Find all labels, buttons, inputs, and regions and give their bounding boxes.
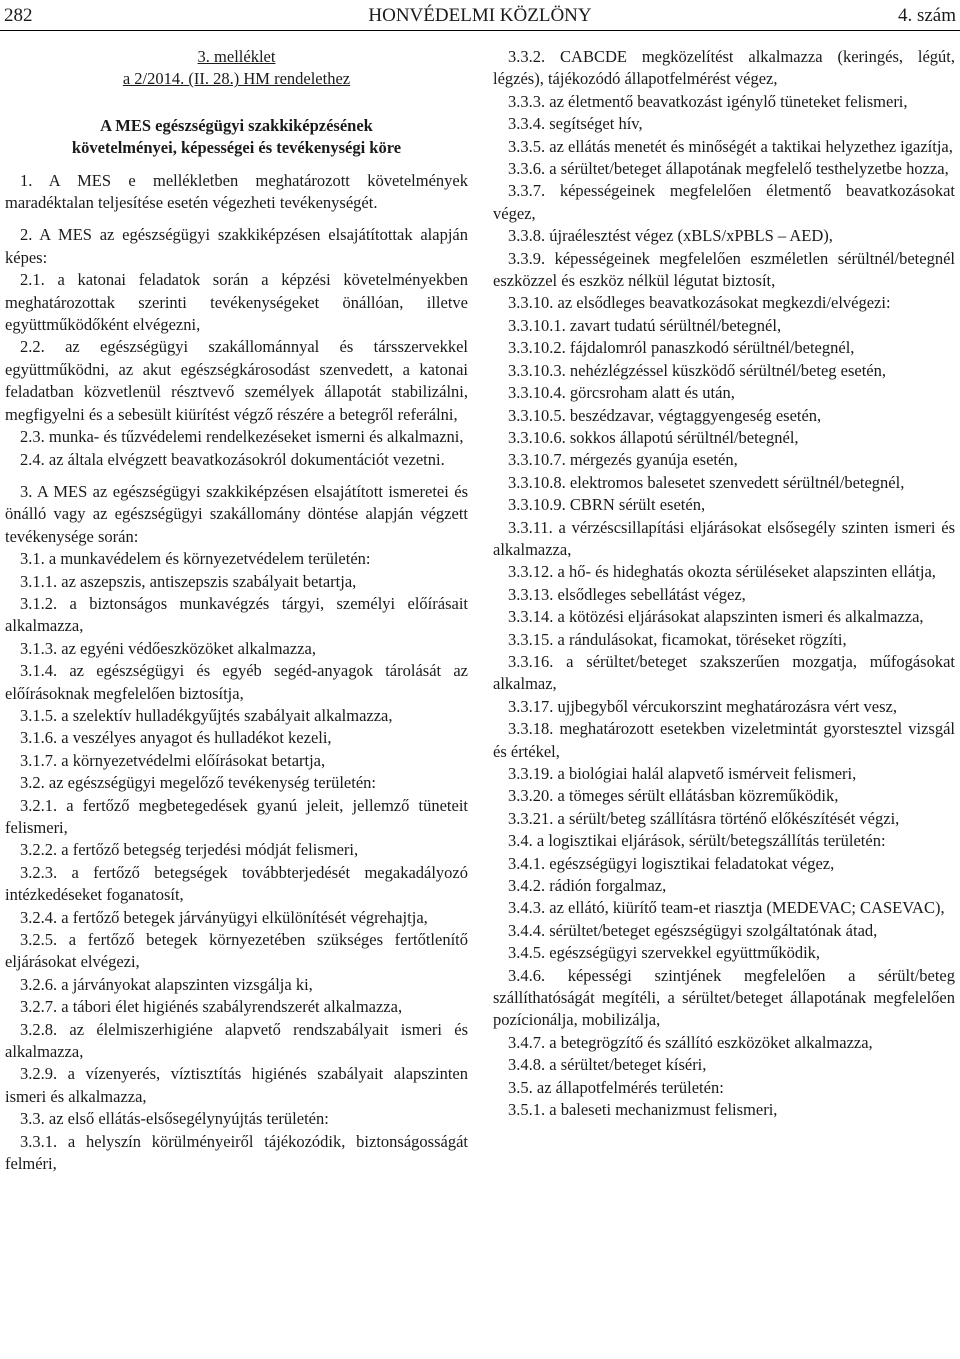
paragraph: 3.3.19. a biológiai halál alapvető ismérveit felismeri, [508,764,857,783]
paragraph: 3.1.1. az aszepszis, antiszepszis szabályait betartja, [20,571,357,591]
paragraph: 3.5.1. a baleseti mechanizmust felismeri, [508,1100,778,1120]
left-paragraphs [5,170,468,1176]
paragraph: 3.2.3. a fertőző betegségek továbbterjedését megakadályozó intézkedéseket foganatosít, [5,862,468,905]
paragraph: 3.4.5. egészségügyi szervekkel együttműködik, [508,943,821,963]
paragraph: 3.5. az állapotfelmérés területén: [508,1077,724,1097]
paragraph: 2.2. az egészségügyi szakállománnyal és társszervekkel együttműködni, az akut egészségkárosodást szenvedett, a katonai feladatban közvetlenül résztvevő személyek állapotát stabilizálni, megfigyelni és a sebesült kiürítést végző részére a betegről referálni, [5,337,468,424]
paragraph: 3.3.10. az elsődleges beavatkozásokat megkezdi/elvégezi: [508,293,891,313]
paragraph: 3.3.10.1. zavart tudatú sérültnél/betegnél, [508,315,782,335]
paragraph: 3.3.5. az ellátás menetét és minőségét a taktikai helyzethez igazítja, [508,136,953,156]
annex-title-line2: követelményei, képességei és tevékenységi köre [71,138,402,158]
paragraph: 3.2. az egészségügyi megelőző tevékenység területén: [20,773,376,793]
paragraph: 3.3.10.8. elektromos balesetet szenvedett sérültnél/betegnél, [508,472,905,492]
paragraph: 3.3.6. a sérültet/beteget állapotának megfelelő testhelyzetbe hozza, [508,159,949,179]
paragraph: 3.2.9. a vízenyerés, víztisztítás higiénés szabályait alapszinten ismeri és alkalmazza, [5,1064,468,1106]
paragraph: 2.4. az általa elvégzett beavatkozásokról dokumentációt vezetni. [20,449,445,469]
page-header [0,0,960,31]
annex-label: 3. melléklet [197,47,276,66]
paragraph: 3.4.4. sérültet/beteget egészségügyi szolgáltatónak átad, [508,920,878,940]
paragraph: 3.4.2. rádión forgalmaz, [508,876,667,896]
paragraph: 3.3.10.9. CBRN sérült esetén, [508,495,706,515]
paragraph: 3.1.2. a biztonságos munkavégzés tárgyi, személyi előírásait alkalmazza, [5,593,468,636]
paragraph: 3.3.10.5. beszédzavar, végtaggyengeség esetén, [508,405,822,425]
paragraph: 3.4. a logisztikai eljárások, sérült/betegszállítás területén: [508,831,886,851]
paragraph: 3.1.5. a szelektív hulladékgyűjtés szabályait alkalmazza, [20,705,393,725]
paragraph: 3.3.11. a vérzéscsillapítási eljárásokat elsősegély szinten ismeri és alkalmazza, [493,517,955,559]
paragraph: 3.2.2. a fertőző betegség terjedési módját felismeri, [20,840,359,860]
paragraph: 3.1.4. az egészségügyi és egyéb segéd-anyagok tárolását az előírásoknak megfelelően biztosítja, [5,661,468,703]
paragraph: 3.4.6. képességi szintjének megfelelően a sérült/beteg szállíthatóságát megítéli, a sérültet/beteget állapotának megfelelően pozícionálja, mobilizálja, [493,965,955,1030]
left-column [5,46,468,1176]
paragraph: 2.3. munka- és tűzvédelemi rendelkezéseket ismerni és alkalmazni, [20,427,464,447]
paragraph: 3.3.2. CABCDE megközelítést alkalmazza (keringés, légút, légzés), tájékozódó állapotfelmérést végez, [493,47,955,89]
paragraph: 3.3.18. meghatározott esetekben vizeletmintát gyorstesztel vizsgál és értékel, [493,719,955,761]
paragraph: 3.3.10.7. mérgezés gyanúja esetén, [508,450,738,470]
annex-reference: a 2/2014. (II. 28.) HM rendelethez [122,69,351,89]
paragraph: 3.2.8. az élelmiszerhigiéne alapvető rendszabályait ismeri és alkalmazza, [5,1019,468,1062]
right-paragraphs [493,46,955,1122]
journal-title: HONVÉDELMI KÖZLÖNY [368,5,592,26]
paragraph: 3.4.8. a sérültet/beteget kíséri, [508,1055,707,1075]
paragraph: 3.3.10.2. fájdalomról panaszkodó sérültnél/betegnél, [508,338,855,358]
paragraph: 3.3.21. a sérült/beteg szállításra történő előkészítését végzi, [508,808,900,828]
page-number: 282 [4,5,33,26]
paragraph: 3.3.10.4. görcsroham alatt és után, [508,383,735,403]
paragraph: 3.1.3. az egyéni védőeszközöket alkalmazza, [20,638,316,658]
paragraph: 2.1. a katonai feladatok során a képzési követelményekben meghatározottak szerinti tevékenységeket önállóan, illetve együttműködőként elvégezni, [5,270,468,335]
paragraph: 3.1. a munkavédelem és környezetvédelem területén: [20,549,371,569]
annex-title-line1: A MES egészségügyi szakkiképzésének [100,115,373,135]
paragraph: 3.4.7. a betegrögzítő és szállító eszközöket alkalmazza, [508,1032,873,1052]
paragraph: 3.3.13. elsődleges sebellátást végez, [508,584,746,604]
paragraph: 3.2.5. a fertőző betegek környezetében szükséges fertőtlenítő eljárásokat elvégezi, [5,930,468,972]
issue-number: 4. szám [897,5,956,26]
paragraph: 3.3.15. a rándulásokat, ficamokat, töréseket rögzíti, [508,629,847,649]
paragraph: 3.3.9. képességeinek megfelelően eszméletlen sérültnél/betegnél eszközzel és eszköz nélkül légutat biztosít, [493,248,955,291]
paragraph: 3.1.6. a veszélyes anyagot és hulladékot kezeli, [20,728,332,748]
paragraph: 3.4.1. egészségügyi logisztikai feladatokat végez, [508,853,835,873]
paragraph: 3.3.8. újraélesztést végez (xBLS/xPBLS – AED), [508,226,833,246]
right-column [493,46,955,1122]
paragraph: 3.3.16. a sérültet/beteget szakszerűen mozgatja, műfogásokat alkalmaz, [493,651,955,694]
paragraph: 3.2.6. a járványokat alapszinten vizsgálja ki, [20,974,313,994]
paragraph: 3.3.1. a helyszín körülményeiről tájékozódik, biztonságosságát felméri, [5,1131,468,1174]
paragraph: 3.3.17. ujjbegyből vércukorszint meghatározásra vért vesz, [508,696,897,716]
paragraph: 3.3.10.6. sokkos állapotú sérültnél/betegnél, [508,427,799,447]
paragraph: 3.2.7. a tábori élet higiénés szabályrendszerét alkalmazza, [20,997,403,1017]
paragraph: 3.3.7. képességeinek megfelelően életmentő beavatkozásokat végez, [493,181,955,223]
paragraph: 3.3.14. a kötözési eljárásokat alapszinten ismeri és alkalmazza, [508,607,924,627]
paragraph: 2. A MES az egészségügyi szakkiképzésen elsajátítottak alapján képes: [5,225,468,267]
paragraph: 3.4.3. az ellátó, kiürítő team-et riasztja (MEDEVAC; CASEVAC), [508,898,945,918]
paragraph: 1. A MES e mellékletben meghatározott követelmények maradéktalan teljesítése esetén végezheti tevékenységét. [5,170,468,213]
paragraph: 3.3. az első ellátás-elsősegélynyújtás területén: [20,1109,329,1129]
paragraph: 3. A MES az egészségügyi szakkiképzésen elsajátított ismeretei és önálló vagy az egészségügyi szakállomány döntése alapján végzett tevékenysége során: [5,481,468,546]
paragraph: 3.3.10.3. nehézlégzéssel küszködő sérültnél/beteg esetén, [508,360,887,380]
paragraph: 3.3.4. segítséget hív, [508,114,643,134]
paragraph: 3.2.1. a fertőző megbetegedések gyanú jeleit, jellemző tüneteit felismeri, [5,795,468,837]
paragraph: 3.1.7. a környezetvédelmi előírásokat betartja, [20,750,326,770]
paragraph: 3.3.12. a hő- és hideghatás okozta sérüléseket alapszinten ellátja, [508,562,936,582]
paragraph: 3.3.20. a tömeges sérült ellátásban közreműködik, [508,786,839,806]
paragraph: 3.2.4. a fertőző betegek járványügyi elkülönítését végrehajtja, [20,907,428,927]
paragraph: 3.3.3. az életmentő beavatkozást igénylő tüneteket felismeri, [508,91,908,111]
